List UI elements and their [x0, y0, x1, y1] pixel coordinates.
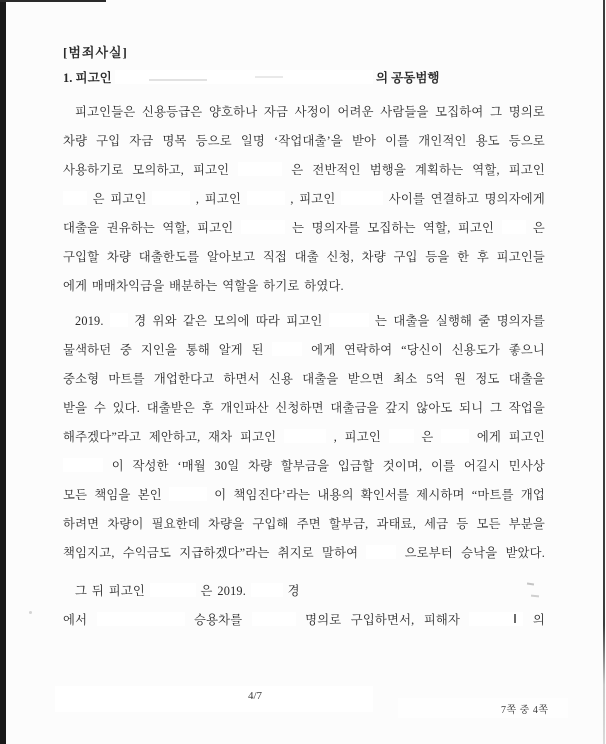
text-segment: 구입할 차량 대출한도를 알아보고 직접 대출 신청, 차량 구입 등을 한 후 피고인들	[63, 250, 545, 264]
redaction-box	[247, 191, 285, 205]
text-segment: 받을 수 있다. 대출받은 후 개인파산 신청하면 대출금을 갚지 않아도 되니 그 작업을	[63, 401, 545, 415]
text-line	[63, 307, 545, 336]
text-line	[63, 98, 545, 127]
text-segment: 은 전반적인 범행을 계획하는 역할, 피고인	[291, 163, 545, 177]
text-segment: 이 작성한 ‘매월 30일 차량 할부금을 입금할 것이며, 이를 어길시 민사상	[111, 459, 546, 473]
text-segment: 는 대출을 실행해 줄 명의자를	[375, 314, 546, 328]
redaction-box	[502, 220, 526, 234]
redaction-box	[97, 612, 185, 626]
text-line	[63, 243, 545, 272]
redaction-box	[241, 220, 285, 234]
text-segment: 그 뒤 피고인	[75, 584, 145, 598]
text-segment: 에서	[63, 613, 88, 627]
redaction-box	[272, 342, 302, 356]
text-segment: 경	[287, 584, 300, 598]
text-line	[63, 336, 545, 365]
text-segment: 은	[532, 221, 545, 235]
redaction-box	[469, 612, 523, 626]
redaction-box	[341, 191, 383, 205]
text-segment: 는 명의자를 모집하는 역할, 피고인	[292, 221, 495, 235]
text-segment: 의	[532, 613, 545, 627]
text-segment: 2019.	[75, 314, 104, 328]
section-title: [범죄사실]	[63, 45, 128, 60]
footer-page-label: 7쪽 중 4쪽	[501, 705, 549, 716]
text-segment: 사용하기로 모의하고, 피고인	[63, 163, 230, 177]
text-segment: 1. 피고인	[63, 71, 112, 85]
text-line	[63, 365, 545, 394]
redaction-box	[150, 583, 196, 597]
text-line	[63, 481, 545, 510]
text-segment: 해주겠다”라고 제안하고, 재차 피고인	[63, 430, 277, 444]
text-segment: 모든 책임을 본인	[63, 488, 162, 502]
text-segment: 명의로 구입하면서, 피해자	[305, 613, 461, 627]
redaction-box	[110, 313, 128, 327]
text-segment: 경 위와 같은 모의에 따라 피고인	[134, 314, 323, 328]
text-line	[63, 185, 545, 214]
redaction-box	[152, 191, 190, 205]
text-segment: 은	[421, 430, 434, 444]
text-segment: , 피고인	[195, 192, 242, 206]
text-line	[63, 127, 545, 156]
text-segment: 이 책임진다’라는 내용의 확인서를 제시하며 “마트를 개업	[214, 488, 545, 502]
text-segment: 물색하던 중 지인을 통해 알게 된	[63, 343, 264, 357]
footer-whiteout-strip	[55, 686, 373, 712]
text-line	[63, 272, 545, 301]
text-line	[63, 214, 545, 243]
text-segment: 에게 피고인	[476, 430, 545, 444]
text-segment: 차량 구입 자금 명목 등으로 일명 ‘작업대출’을 받아 이를 개인적인 용도 등으로	[63, 134, 545, 148]
text-segment: 에게 매매차익금을 배분하는 역할을 하기로 하였다.	[63, 279, 344, 293]
text-segment: 사이를 연결하고 명의자에게	[388, 192, 545, 206]
redaction-box	[169, 487, 207, 501]
text-segment: , 피고인	[333, 430, 381, 444]
text-segment: , 피고인	[290, 192, 336, 206]
text-segment: 승용차를	[193, 613, 243, 627]
redaction-box	[284, 429, 326, 443]
redaction-box	[251, 583, 283, 597]
paragraph	[63, 577, 545, 635]
text-line	[63, 539, 545, 568]
redaction-box	[389, 429, 414, 443]
text-segment: 하려면 차량이 필요한데 차량을 구입해 주면 할부금, 과태료, 세금 등 모든 부분을	[63, 517, 545, 531]
text-segment: 피고인들은 신용등급은 양호하나 자금 사정이 어려운 사람들을 모집하여 그 명의로	[75, 105, 545, 119]
text-line	[63, 510, 545, 539]
redaction-box	[329, 313, 369, 327]
text-line	[63, 423, 545, 452]
text-line	[63, 452, 545, 481]
text-segment: 책임지고, 수익금도 지급하겠다”라는 취지로 말하여	[63, 546, 359, 560]
redaction-box	[252, 612, 296, 626]
redaction-box	[63, 458, 103, 472]
redaction-box	[441, 429, 469, 443]
text-segment: 의 공동범행	[375, 71, 440, 85]
footer-page-number: 4/7	[247, 690, 263, 702]
paragraph	[63, 307, 545, 568]
scan-artifact	[29, 611, 32, 614]
text-line	[63, 577, 545, 606]
paragraph	[63, 98, 545, 301]
text-segment: 으로부터 승낙을 받았다.	[404, 546, 545, 560]
text-line	[63, 156, 545, 185]
text-segment: 중소형 마트를 개업한다고 하면서 신용 대출을 받으면 최소 5억 원 정도 대출을	[63, 372, 545, 386]
text-segment: 은 2019.	[200, 584, 247, 598]
redaction-box	[63, 191, 87, 205]
redaction-box	[366, 545, 396, 559]
redaction-box	[238, 162, 282, 176]
text-segment: 대출을 권유하는 역할, 피고인	[63, 221, 234, 235]
text-line	[63, 394, 545, 423]
text-line	[63, 606, 545, 635]
text-segment: 은 피고인	[92, 192, 147, 206]
text-segment: 에게 연락하여 “당신이 신용도가 좋으니	[311, 343, 545, 357]
